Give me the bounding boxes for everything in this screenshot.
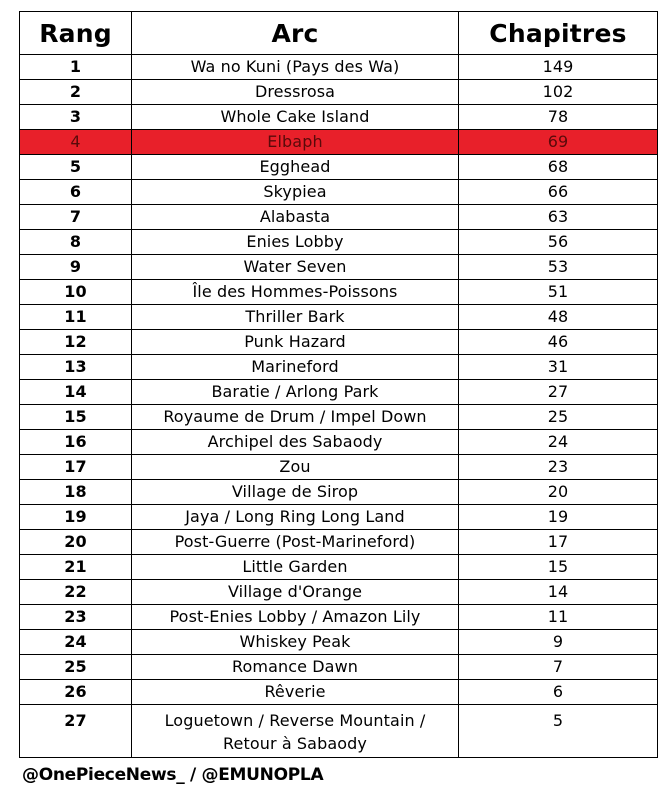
- rank-cell: 17: [20, 455, 132, 480]
- arc-cell: Romance Dawn: [132, 655, 459, 680]
- table-row: [20, 480, 658, 505]
- rank-cell: 5: [20, 155, 132, 180]
- table-row: [20, 355, 658, 380]
- arc-cell: Royaume de Drum / Impel Down: [132, 405, 459, 430]
- chapters-cell: 66: [459, 180, 658, 205]
- header-rank: Rang: [20, 12, 132, 55]
- arc-cell: Post-Guerre (Post-Marineford): [132, 530, 459, 555]
- arc-cell: Thriller Bark: [132, 305, 459, 330]
- table-row: [20, 555, 658, 580]
- chapters-cell: 149: [459, 55, 658, 80]
- arc-cell: Baratie / Arlong Park: [132, 380, 459, 405]
- table-row: [20, 205, 658, 230]
- rank-cell: 26: [20, 680, 132, 705]
- chapters-cell: 78: [459, 105, 658, 130]
- rank-cell: 15: [20, 405, 132, 430]
- table-row: [20, 455, 658, 480]
- table-row: [20, 505, 658, 530]
- arc-cell: Rêverie: [132, 680, 459, 705]
- chapters-cell: 7: [459, 655, 658, 680]
- rank-cell: 6: [20, 180, 132, 205]
- header-row: [20, 12, 658, 55]
- arc-cell: Village de Sirop: [132, 480, 459, 505]
- chapters-cell: 23: [459, 455, 658, 480]
- chapters-cell: 68: [459, 155, 658, 180]
- rank-cell: 27: [20, 705, 132, 758]
- table-row: [20, 80, 658, 105]
- chapters-cell: 102: [459, 80, 658, 105]
- chapters-cell: 48: [459, 305, 658, 330]
- rank-cell: 3: [20, 105, 132, 130]
- arc-cell: Île des Hommes-Poissons: [132, 280, 459, 305]
- rank-cell: 12: [20, 330, 132, 355]
- table-row: [20, 655, 658, 680]
- table-row: [20, 580, 658, 605]
- chapters-cell: 20: [459, 480, 658, 505]
- rank-cell: 7: [20, 205, 132, 230]
- chapters-cell: 14: [459, 580, 658, 605]
- table-row: [20, 230, 658, 255]
- source-credit: @OnePieceNews_ / @EMUNOPLA: [22, 765, 324, 785]
- table-row: [20, 680, 658, 705]
- chapters-cell: 46: [459, 330, 658, 355]
- rank-cell: 2: [20, 80, 132, 105]
- arc-cell: Elbaph: [132, 130, 459, 155]
- arc-cell: Skypiea: [132, 180, 459, 205]
- arc-cell: Egghead: [132, 155, 459, 180]
- rank-cell: 25: [20, 655, 132, 680]
- rank-cell: 20: [20, 530, 132, 555]
- rank-cell: 24: [20, 630, 132, 655]
- table-row: [20, 255, 658, 280]
- header-chapters: Chapitres: [459, 12, 658, 55]
- chapters-cell: 56: [459, 230, 658, 255]
- rank-cell: 19: [20, 505, 132, 530]
- rank-cell: 16: [20, 430, 132, 455]
- chapters-cell: 53: [459, 255, 658, 280]
- table-row: [20, 105, 658, 130]
- chapters-cell: 19: [459, 505, 658, 530]
- rank-cell: 22: [20, 580, 132, 605]
- arc-cell: Zou: [132, 455, 459, 480]
- rank-cell: 11: [20, 305, 132, 330]
- arc-cell: Enies Lobby: [132, 230, 459, 255]
- chapters-cell: 6: [459, 680, 658, 705]
- chapters-cell: 24: [459, 430, 658, 455]
- table-row: [20, 605, 658, 630]
- chapters-cell: 31: [459, 355, 658, 380]
- chapters-cell: 69: [459, 130, 658, 155]
- table-row: [20, 280, 658, 305]
- rank-cell: 9: [20, 255, 132, 280]
- rank-cell: 4: [20, 130, 132, 155]
- table-row: [20, 330, 658, 355]
- arc-cell: Jaya / Long Ring Long Land: [132, 505, 459, 530]
- arc-ranking-table: [19, 11, 658, 758]
- arc-cell: Whiskey Peak: [132, 630, 459, 655]
- table-row: [20, 705, 658, 758]
- chapters-cell: 51: [459, 280, 658, 305]
- arc-cell: Post-Enies Lobby / Amazon Lily: [132, 605, 459, 630]
- chapters-cell: 15: [459, 555, 658, 580]
- rank-cell: 13: [20, 355, 132, 380]
- arc-cell: Water Seven: [132, 255, 459, 280]
- chapters-cell: 5: [459, 705, 658, 758]
- rank-cell: 23: [20, 605, 132, 630]
- rank-cell: 8: [20, 230, 132, 255]
- arc-cell: Alabasta: [132, 205, 459, 230]
- header-arc: Arc: [132, 12, 459, 55]
- table-row: [20, 405, 658, 430]
- arc-cell: Wa no Kuni (Pays des Wa): [132, 55, 459, 80]
- arc-cell: Little Garden: [132, 555, 459, 580]
- table-row: [20, 180, 658, 205]
- chapters-cell: 25: [459, 405, 658, 430]
- arc-cell: Punk Hazard: [132, 330, 459, 355]
- arc-cell: Dressrosa: [132, 80, 459, 105]
- rank-cell: 10: [20, 280, 132, 305]
- chapters-cell: 27: [459, 380, 658, 405]
- arc-cell: Marineford: [132, 355, 459, 380]
- chapters-cell: 11: [459, 605, 658, 630]
- arc-cell-line2: Retour à Sabaody: [223, 734, 367, 753]
- rank-cell: 1: [20, 55, 132, 80]
- table-row: [20, 305, 658, 330]
- table-row-highlighted: [20, 130, 658, 155]
- arc-cell: Whole Cake Island: [132, 105, 459, 130]
- arc-cell: [132, 705, 459, 758]
- arc-cell: Village d'Orange: [132, 580, 459, 605]
- table-row: [20, 55, 658, 80]
- chapters-cell: 17: [459, 530, 658, 555]
- chapters-cell: 63: [459, 205, 658, 230]
- rank-cell: 14: [20, 380, 132, 405]
- rank-cell: 21: [20, 555, 132, 580]
- table-row: [20, 380, 658, 405]
- table-row: [20, 155, 658, 180]
- rank-cell: 18: [20, 480, 132, 505]
- chapters-cell: 9: [459, 630, 658, 655]
- arc-cell: Archipel des Sabaody: [132, 430, 459, 455]
- table-row: [20, 630, 658, 655]
- table-row: [20, 530, 658, 555]
- arc-cell-line1: Loguetown / Reverse Mountain /: [164, 711, 426, 730]
- table-row: [20, 430, 658, 455]
